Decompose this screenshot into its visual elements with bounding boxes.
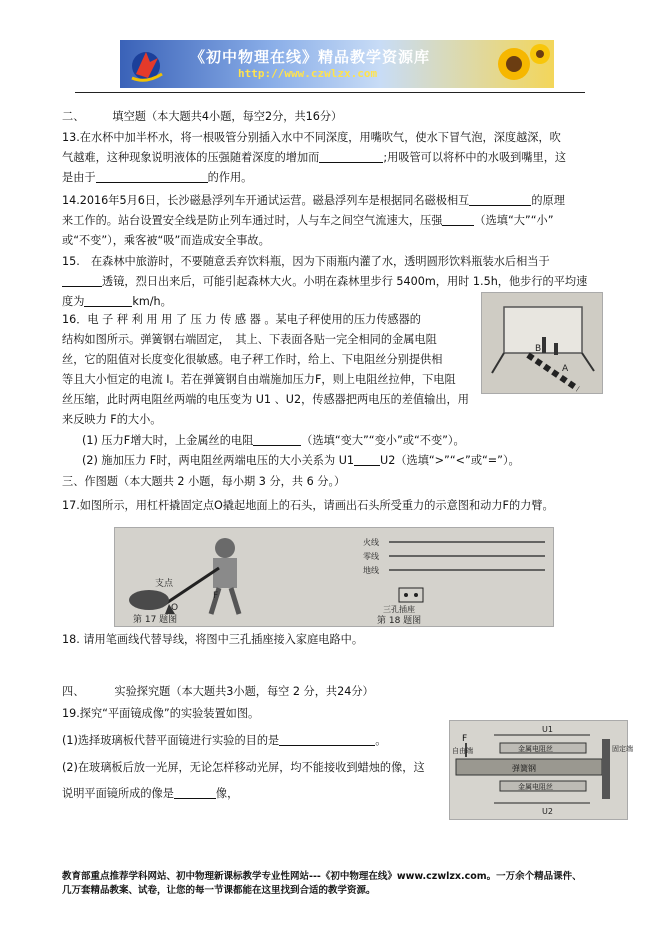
label-fixed-end: 固定端: [612, 745, 633, 753]
label-f: F: [213, 591, 219, 601]
label-a: A: [562, 364, 569, 374]
q13-line2: 气越难，这种现象说明液体的压强随着深度的增加而 ;用吸管可以将杯中的水吸到嘴里，这: [62, 151, 567, 164]
q19-line4: 说明平面镜所成的像是 像，: [62, 787, 239, 800]
q19-line3: (2)在玻璃板后放一光屏，无论怎样移动光屏，均不能接收到蜡烛的像，这: [62, 761, 425, 774]
site-logo-icon: [126, 44, 170, 84]
q13-blank2[interactable]: [96, 170, 208, 183]
q13-line3: 是由于 的作用。: [62, 171, 253, 184]
q16-line3: 丝，它的阻值对长度变化很敏感。电子秤工作时，给上、下电阻丝分别提供相: [62, 353, 443, 366]
label-top-wire: 金属电阻丝: [518, 745, 553, 753]
banner-title: 《初中物理在线》精品教学资源库: [190, 48, 431, 66]
label-steel: 弹簧钢: [512, 764, 536, 773]
label-u1: U1: [542, 725, 553, 734]
label-u2: U2: [542, 807, 553, 816]
q14-line2: 来工作的。站台设置安全线是防止列车通过时，人与车之间空气流速大，压强 （选填“大”“小”: [62, 214, 554, 227]
section-2-heading: 二、 填空题（本大题共4小题，每空2分，共16分）: [62, 110, 343, 123]
q16-line2: 结构如图所示。弹簧钢右端固定， 其上、下表面各贴一完全相同的金属电阻: [62, 333, 437, 346]
label-o: O: [171, 603, 179, 613]
q14-blank2[interactable]: [442, 213, 474, 226]
label-force: F: [462, 734, 468, 744]
q15-line1: 15. 在森林中旅游时，不要随意丢弃饮料瓶，因为下雨瓶内灌了水，透明圆形饮料瓶装水后相当于: [62, 255, 550, 268]
q17-q18-figure: [114, 527, 554, 627]
q18-text: 18. 请用笔画线代替导线，将图中三孔插座接入家庭电路中。: [62, 633, 364, 646]
q16-sub2: (2) 施加压力 F时，两电阻丝两端电压的大小关系为 U1 U2（选填“>”“<”或“=”）。: [82, 454, 520, 467]
q13-blank1[interactable]: [319, 150, 383, 163]
q16-line4: 等且大小恒定的电流 I。若在弹簧钢自由端施加压力F，则上电阻丝拉伸，下电阻: [62, 373, 456, 386]
q15-blank1[interactable]: [62, 274, 102, 287]
q16-blank2[interactable]: [354, 453, 380, 466]
q16-sub1: (1) 压力F增大时，上金属丝的电阻 （选填“变大”“变小”或“不变”）。: [82, 434, 465, 447]
label-free-end: 自由端: [452, 747, 473, 755]
sunflower-icon: [492, 40, 552, 88]
section-4-heading: 四、 实验探究题（本大题共3小题，每空 2 分，共24分）: [62, 685, 374, 698]
sensor-photo-illustration: [482, 293, 602, 393]
banner-url[interactable]: http://www.czwlzx.com: [238, 67, 378, 80]
fig18-caption: 第 18 题图: [377, 616, 422, 626]
q15-blank2[interactable]: [84, 294, 132, 307]
spring-steel-diagram: [450, 721, 633, 819]
q13-line1: 13.在水杯中加半杯水，将一根吸管分别插入水中不同深度，用嘴吹气，使水下冒气泡，深度越深，吹: [62, 131, 561, 144]
q19-line2: (1)选择玻璃板代替平面镜进行实验的目的是 。: [62, 734, 387, 747]
q19-blank1[interactable]: [279, 733, 375, 746]
label-ground: 地线: [363, 566, 379, 575]
label-bottom-wire: 金属电阻丝: [518, 783, 553, 791]
q14-line3: 或“不变”），乘客被“吸”而造成安全事故。: [62, 234, 270, 247]
label-b: B: [535, 344, 542, 354]
footer-line1: 教育部重点推荐学科网站、初中物理新课标教学专业性网站---《初中物理在线》www.czwlzx.com。一万余个精品课件、: [62, 871, 582, 882]
q15-line2: 透镜，烈日出来后，可能引起森林大火。小明在森林里步行 5400m，用时 1.5h，他步行的平均速: [62, 274, 587, 290]
q16-line1: 16．电 子 秤 利 用 用 了 压 力 传 感 器 。某电子秤使用的压力传感器的: [62, 313, 421, 326]
q17-text: 17.如图所示，用杠杆撬固定点O撬起地面上的石头，请画出石头所受重力的示意图和动力F的力臂。: [62, 499, 554, 512]
header-divider: [75, 92, 585, 93]
q16-line6: 来反映力 F的大小。: [62, 413, 162, 426]
q16-figure: [481, 292, 603, 394]
label-socket: 三孔插座: [383, 605, 415, 614]
q14-blank1[interactable]: [469, 193, 531, 206]
q19-blank2[interactable]: [174, 786, 216, 799]
q14-line1: 14.2016年5月6日，长沙磁悬浮列车开通试运营。磁悬浮列车是根据同名磁极相互 的原理: [62, 194, 565, 207]
lever-and-circuit-illustration: [115, 528, 553, 626]
fig17-caption: 第 17 题图: [133, 615, 178, 625]
footer-line2: 几万套精品教案、试卷，让您的每一节课都能在这里找到合适的教学资源。: [62, 885, 376, 896]
label-neutral: 零线: [363, 552, 379, 561]
q16-line5: 丝压缩，此时两电阻丝两端的电压变为 U1 、U2，传感器把两电压的差值输出，用: [62, 393, 469, 406]
section-3-heading: 三、作图题（本大题共 2 小题，每小期 3 分，共 6 分。）: [62, 475, 346, 488]
q19-line1: 19.探究“平面镜成像”的实验装置如图。: [62, 707, 260, 720]
q15-line3: 度为 km/h。: [62, 295, 172, 308]
sensor-structure-figure: [449, 720, 633, 820]
q16-blank1[interactable]: [253, 433, 301, 446]
header-banner: [120, 40, 554, 88]
label-live: 火线: [363, 538, 379, 547]
label-fulcrum: 支点: [155, 579, 174, 589]
